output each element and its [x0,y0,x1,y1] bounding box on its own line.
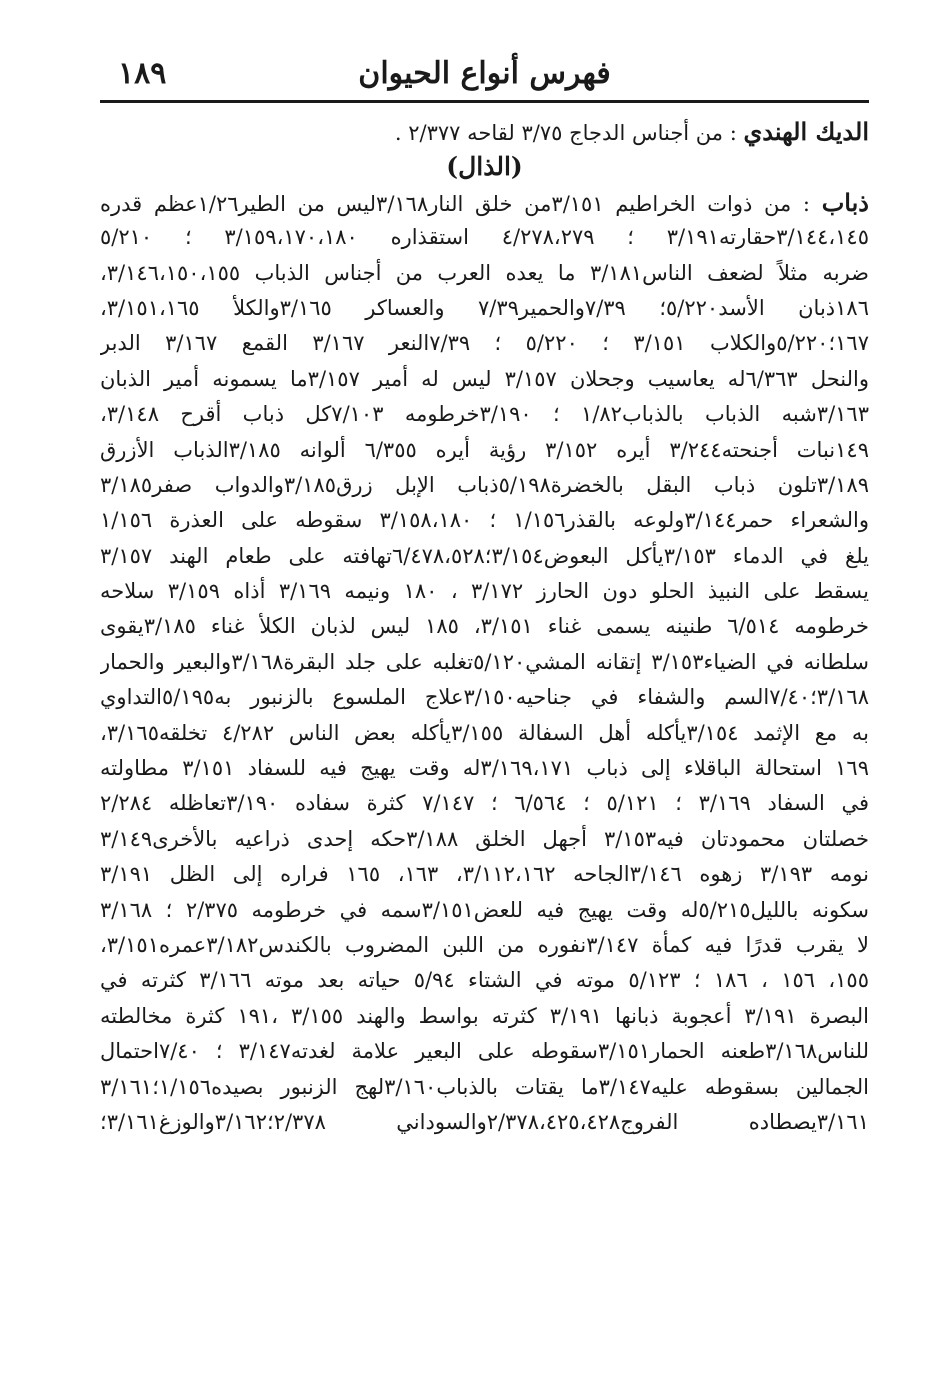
section-heading: (الذال) [446,152,523,182]
text-line: ضربه مثلاً لضعف الناس٣/١٨١ ما يعده العرب من أجناس الذباب ٣/١٤٦،١٥٠،١٥٥، [100,260,869,285]
text-line: لا يقرب قدرًا فيه كمأة ٣/١٤٧نفوره من اللبن المضروب بالكندس٣/١٨٢عمره٣/١٥١، [100,932,869,957]
text-line: خرطومه ٦/٥١٤ طنينه يسمى غناء ٣/١٥١، ١٨٥ ليس لذبان الكلأ غناء ٣/١٨٥يقوى [100,614,869,639]
text-line: نومه ٣/١٩٣ زهوه ٣/١٤٦الجاحه ٣/١١٢،١٦٢، ١٦٣، ١٦٥ فراره إلى الظل ٣/١٩١ [100,862,869,887]
entry-headword: الديك الهندي [743,117,869,146]
index-body [100,114,869,1140]
entry-text: : من أجناس الدجاج ٣/٧٥ لقاحه ٢/٣٧٧ . [394,121,744,145]
header-rule [100,100,869,103]
text-line: والشعراء حمر٣/١٤٤ولوعه بالقذر١/١٥٦ ؛ ٣/١٥٨،١٨٠ سقوطه على العذرة ١/١٥٦ [100,508,869,533]
text-line: البصرة ٣/١٩١ أعجوبة ذبانها ٣/١٩١ كثرته بواسط والهند ٣/١٥٥ ،١٩١ كثرة مخالطته [100,1003,869,1028]
page-number: ١٨٩ [118,56,167,91]
entry-dhubab-first-line [100,185,869,220]
text-line: في السفاد ٣/١٦٩ ؛ ٥/١٢١ ؛ ٦/٥٦٤ ؛ ٧/١٤٧ كثرة سفاده ٣/١٩٠تعاظله ٢/٢٨٤ [100,791,869,816]
text-line: والنحل ٦/٣٦٣له يعاسيب وجحلان ٣/١٥٧ ليس له أمير ٣/١٥٧ما يسمونه أمير الذبان [100,366,869,391]
text-line: سلطانه في الضياء٣/١٥٣ إتقانه المشي٥/١٢٠تغلبه على جلد البقرة٣/١٦٨والبعير والحمار [100,649,869,674]
text-line: الجمالين بسقوطه عليه٣/١٤٧ما يقتات بالذباب٣/١٦٠لهج الزنبور بصيده١/١٥٦؛٣/١٦١ [100,1074,869,1099]
entry-dik-hindi [100,114,869,149]
text-line: به مع الإثمد ٣/١٥٤يأكله أهل السفالة ٣/١٥٥يأكله بعض الناس ٤/٢٨٢ تخلقه٣/١٦٥، [100,720,869,745]
text-line: ١٥٥، ١٥٦ ، ١٨٦ ؛ ٥/١٢٣ موته في الشتاء ٥/٩٤ حياته بعد موته ٣/١٦٦ كثرته في [100,968,869,993]
entry-headword: ذباب [821,187,869,217]
text-line: ٣/١٨٩تلون ذباب البقل بالخضرة٥/١٩٨ذباب الإبل زرق٣/١٨٥والدواب صفر٣/١٨٥ [100,472,869,497]
text-line: يلغ في الدماء ٣/١٥٣يأكل البعوض٣/١٥٤؛٦/٤٧٨،٥٢٨تهافته على طعام الهند ٣/١٥٧ [100,543,869,568]
text-line: ١٨٦ذبان الأسد٥/٢٢٠؛ ٧/٣٩والحمير٧/٣٩ والعساكر ٣/١٦٥والكلأ ٣/١٥١،١٦٥، [100,295,869,320]
text-line: ١٤٩نبات أجنحته٣/٢٤٤ أيره ٣/١٥٢ رؤية أيره ٦/٣٥٥ ألوانه ٣/١٨٥الذباب الأزرق [100,437,869,462]
text-line: سكونه بالليل٥/٢١٥له وقت يهيج فيه للعض٣/١٥١سمه في خرطومه ٢/٣٧٥ ؛ ٣/١٦٨ [100,897,869,922]
text-line: ١٦٩ استحالة الباقلاء إلى ذباب ٣/١٦٩،١٧١له وقت يهيج فيه للسفاد ٣/١٥١ مطاولته [100,756,869,781]
entry-text: : من ذوات الخراطيم ٣/١٥١من خلق النار٣/١٦٨ليس من الطير١/٢٦عظم قدره [100,191,822,216]
text-line: خصلتان محمودتان فيه٣/١٥٣ أجهل الخلق ٣/١٨٨حكه إحدى ذراعيه بالأخرى٣/١٤٩ [100,826,869,851]
text-line: ٣/١٦٣شبه الذباب بالذباب١/٨٢ ؛ ٣/١٩٠خرطومه ٧/١٠٣كل ذباب أقرح ٣/١٤٨، [100,402,869,427]
text-line: يسقط على النبيذ الحلو دون الحارز ٣/١٧٢ ، ١٨٠ ونيمه ٣/١٦٩ أذاه ٣/١٥٩ سلاحه [100,579,869,604]
text-line: ٣/١٦١يصطاده الفروج٢/٣٧٨،٤٢٥،٤٢٨والسوداني ٢/٣٧٨؛٣/١٦٢والوزغ٣/١٦١؛ [100,1109,869,1134]
page-header [100,52,869,96]
text-line: ١٦٧؛٥/٢٢٠والكلاب ٣/١٥١ ؛ ٥/٢٢٠ ؛ ٧/٣٩النعر ٣/١٦٧ القمع ٣/١٦٧ الدبر [100,331,869,356]
text-line: ٣/١٦٨؛٧/٤٠السم والشفاء في جناحيه٣/١٥٠علاج الملسوع بالزنبور به٥/١٩٥التداوي [100,685,869,710]
text-line: ٣/١٤٤،١٤٥حقارته٣/١٩١ ؛ ٤/٢٧٨،٢٧٩ استقذاره ٣/١٥٩،١٧٠،١٨٠ ؛ ٥/٢١٠ [100,225,869,250]
page-title: فهرس أنواع الحيوان [358,56,611,91]
text-line: للناس٣/١٦٨طعنه الحمار٣/١٥١سقوطه على البعير علامة لغدته٣/١٤٧ ؛ ٧/٤٠احتمال [100,1039,869,1064]
